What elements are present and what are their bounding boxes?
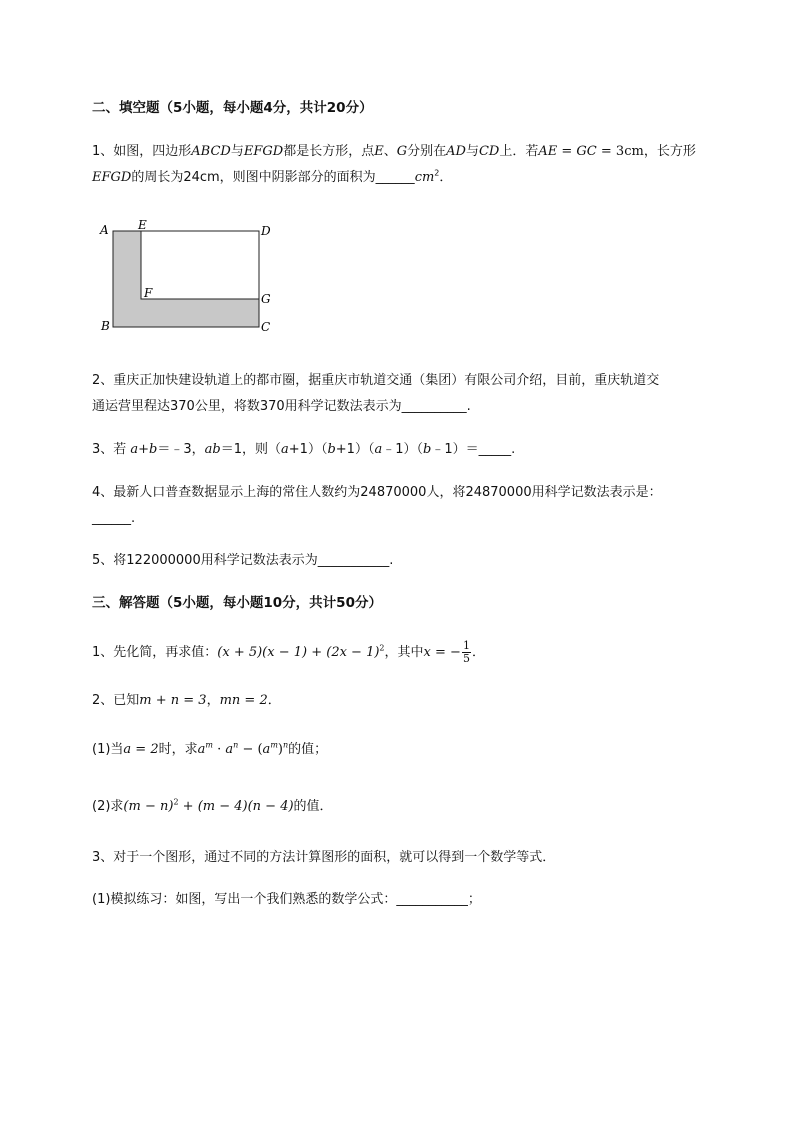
q1-text: 与 [230, 144, 244, 159]
s3q1-end: ． [471, 645, 485, 660]
q3-var: b [327, 442, 336, 457]
q1-text: 分别在 [407, 144, 447, 159]
q1-ad: AD [446, 144, 466, 159]
q1-point-g: G [396, 144, 408, 159]
q1-efgd: EFGD [243, 144, 284, 159]
q3-expr: a+b [130, 442, 158, 457]
q1-text: 的周长为24cm，则图中阴影部分的面积为______ [131, 170, 415, 185]
part2-expr: (m − n) [123, 799, 174, 814]
part1-sup: n [282, 740, 289, 750]
q1-number: 1、 [92, 144, 114, 159]
s3q2-text: 2、已知 [92, 693, 140, 708]
s3q1-sup: 2 [379, 643, 385, 653]
q3-text: ＝﹣3， [157, 442, 205, 457]
q1-gc: GC [576, 144, 597, 159]
fraction-numerator: 1 [462, 639, 470, 652]
q1-text: 都是长方形，点 [283, 144, 375, 159]
part1-close: ) [277, 742, 283, 757]
s3q2-text: ， [206, 693, 220, 708]
s3q2-end: ． [267, 693, 281, 708]
q1-text: 、 [383, 144, 397, 159]
s2-q3 [92, 440, 515, 460]
label-d: D [261, 224, 271, 238]
s3q1-text: ，其中 [384, 645, 424, 660]
q3-var: a [281, 442, 289, 457]
q1-unit-sup: 2 [434, 168, 440, 178]
section2-heading: 二、填空题（5小题，每小题4分，共计20分） [92, 100, 373, 116]
q1-efgd: EFGD [92, 170, 132, 185]
s2-q4-line1: 4、最新人口普查数据显示上海的常住人数约为24870000人，将24870000用科学记数法表示是： [92, 485, 662, 500]
part1-expr: a [197, 742, 206, 757]
part2-sup: 2 [173, 797, 179, 807]
q1-text: 上．若 [499, 144, 539, 159]
s3q1-x: x [423, 645, 431, 660]
q1-eq: = [557, 144, 577, 159]
q3-var: a [374, 442, 383, 457]
label-a: A [100, 223, 109, 237]
s3q2-expr: mn = 2 [219, 693, 268, 708]
part1-expr: a [225, 742, 234, 757]
s3q1-expr: (x + 5)(x − 1) + (2x − 1) [217, 645, 380, 660]
label-e: E [138, 218, 147, 232]
shaded-region [113, 231, 259, 327]
rectangle-figure [98, 218, 288, 340]
q3-expr: ab [204, 442, 221, 457]
s2-q2-line2: 通运营里程达370公里，将数370用科学记数法表示为__________. [92, 399, 471, 414]
s3-q3-line2: (1)模拟练习：如图，写出一个我们熟悉的数学公式：___________； [92, 892, 481, 907]
part1-sup: m [270, 740, 278, 750]
q3-text: 3、若 [92, 442, 131, 457]
q3-text: +1）（ [335, 442, 375, 457]
q1-text: 与 [465, 144, 479, 159]
s3-q1 [92, 640, 485, 665]
label-g: G [261, 292, 271, 306]
label-f: F [144, 286, 153, 300]
s2-q2-line1: 2、重庆正加快建设轨道上的都市圈，据重庆市轨道交通（集团）有限公司介绍，目前，重庆轨道交 [92, 373, 660, 388]
part2-text: 的值． [293, 799, 333, 814]
part2-expr: + (m − 4)(n − 4) [178, 799, 294, 814]
s3-q3-line1: 3、对于一个图形，通过不同的方法计算图形的面积，就可以得到一个数学等式． [92, 850, 556, 865]
q3-text: +1）（ [288, 442, 328, 457]
s3q1-eq: = − [430, 645, 461, 660]
q1-text: 如图，四边形 [113, 144, 192, 159]
s2-q1-line2 [92, 168, 452, 188]
s3-q2 [92, 691, 281, 711]
q1-abcd: ABCD [191, 144, 231, 159]
label-c: C [261, 320, 271, 334]
q1-end: ． [439, 170, 453, 185]
q1-point-e: E [374, 144, 384, 159]
q1-eq: = 3cm [596, 144, 644, 159]
part2-text: (2)求 [92, 799, 124, 814]
part1-sup: m [205, 740, 213, 750]
q3-text: ﹣1）＝_____. [431, 442, 516, 457]
s2-q1-line1 [92, 142, 696, 162]
section3-heading: 三、解答题（5小题，每小题10分，共计50分） [92, 595, 382, 611]
part1-text: 时，求 [158, 742, 198, 757]
s3-q2-part2 [92, 797, 333, 817]
q1-text: ，长方形 [643, 144, 696, 159]
q1-unit: cm [414, 170, 435, 185]
part1-text: 的值； [288, 742, 328, 757]
fraction-denominator: 5 [462, 652, 470, 665]
s3q2-expr: m + n = 3 [139, 693, 207, 708]
q3-text: ﹣1）（ [382, 442, 423, 457]
s3q1-text: 1、先化简，再求值： [92, 645, 218, 660]
s2-q4-line2: ______. [92, 511, 136, 526]
part1-expr: a [262, 742, 271, 757]
part1-sup: n [233, 740, 239, 750]
fraction [462, 640, 471, 665]
part1-a: a = 2 [123, 742, 159, 757]
s3-q2-part1 [92, 740, 327, 760]
q1-ae: AE [538, 144, 558, 159]
q3-text: ＝1，则（ [220, 442, 282, 457]
q3-var: b [423, 442, 432, 457]
s2-q5: 5、将122000000用科学记数法表示为___________. [92, 553, 394, 568]
part1-dot: · [212, 742, 226, 757]
q1-cd: CD [478, 144, 500, 159]
part1-text: (1)当 [92, 742, 124, 757]
label-b: B [101, 319, 110, 333]
part1-minus: − ( [238, 742, 263, 757]
